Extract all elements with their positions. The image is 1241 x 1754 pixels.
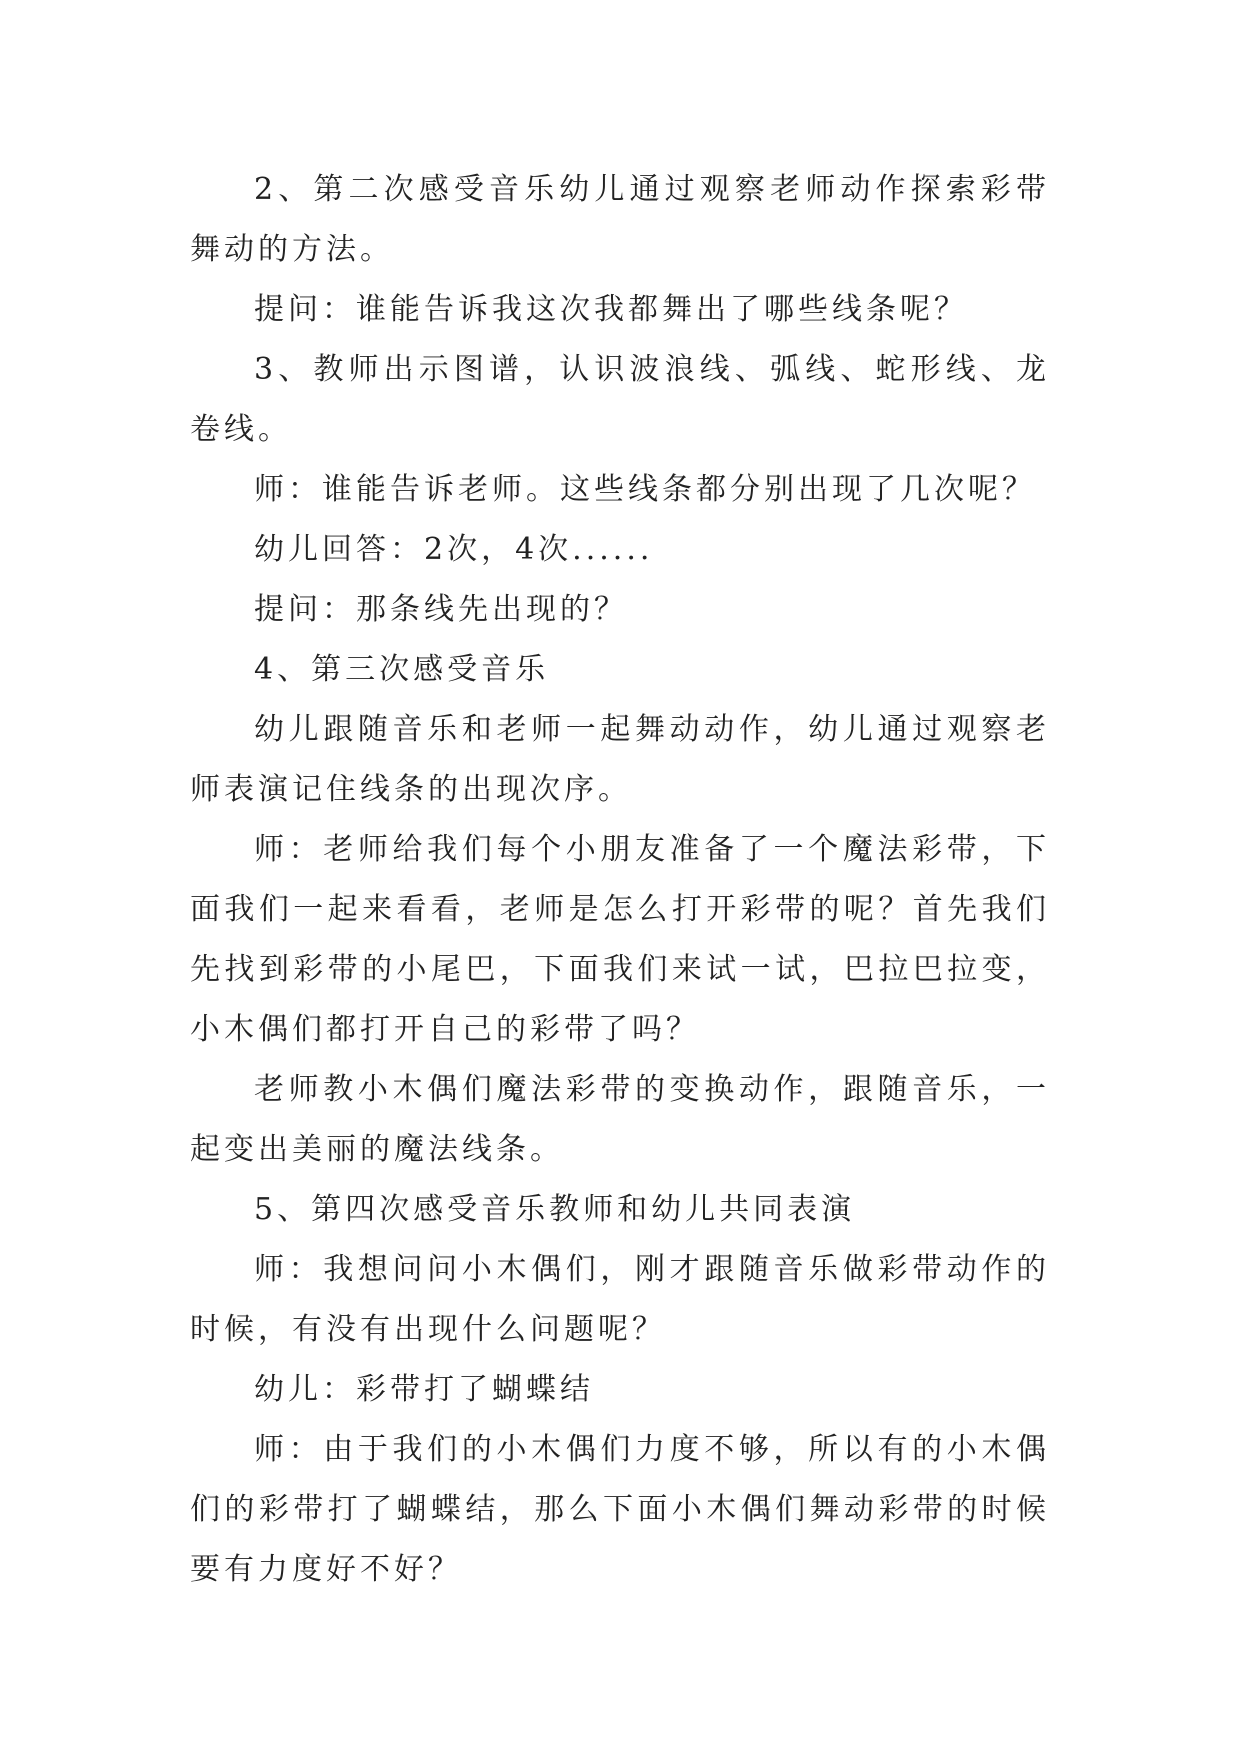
paragraph-teacher-strength: 师：由于我们的小木偶们力度不够，所以有的小木偶们的彩带打了蝴蝶结，那么下面小木偶们舞动彩带的时候要有力度好不好？	[190, 1432, 1050, 1587]
paragraph-teacher-teaches: 老师教小木偶们魔法彩带的变换动作，跟随音乐，一起变出美丽的魔法线条。	[190, 1072, 1050, 1167]
paragraph-child-bow: 幼儿：彩带打了蝴蝶结	[254, 1372, 594, 1407]
paragraph-child-answer: 幼儿回答：2次，4次......	[254, 532, 654, 567]
paragraph-question-lines: 提问：谁能告诉我这次我都舞出了哪些线条呢？	[254, 292, 968, 327]
paragraph-teacher-magic-ribbon: 师：老师给我们每个小朋友准备了一个魔法彩带，下面我们一起来看看，老师是怎么打开彩带的呢？首先我们先找到彩带的小尾巴，下面我们来试一试，巴拉巴拉变，小木偶们都打开自己的彩带了吗？	[190, 832, 1050, 1047]
paragraph-teacher-question-problem: 师：我想问问小木偶们，刚才跟随音乐做彩带动作的时候，有没有出现什么问题呢？	[190, 1252, 1050, 1347]
paragraph-step-4: 4、第三次感受音乐	[254, 652, 550, 687]
paragraph-children-follow: 幼儿跟随音乐和老师一起舞动动作，幼儿通过观察老师表演记住线条的出现次序。	[190, 712, 1050, 807]
paragraph-step-3: 3、教师出示图谱，认识波浪线、弧线、蛇形线、龙卷线。	[190, 352, 1050, 447]
paragraph-teacher-count: 师：谁能告诉老师。这些线条都分别出现了几次呢？	[254, 472, 1036, 507]
paragraph-step-5: 5、第四次感受音乐教师和幼儿共同表演	[254, 1192, 856, 1227]
document-body	[190, 160, 1050, 1600]
paragraph-step-2: 2、第二次感受音乐幼儿通过观察老师动作探索彩带舞动的方法。	[190, 172, 1050, 267]
paragraph-question-first: 提问：那条线先出现的？	[254, 592, 628, 627]
